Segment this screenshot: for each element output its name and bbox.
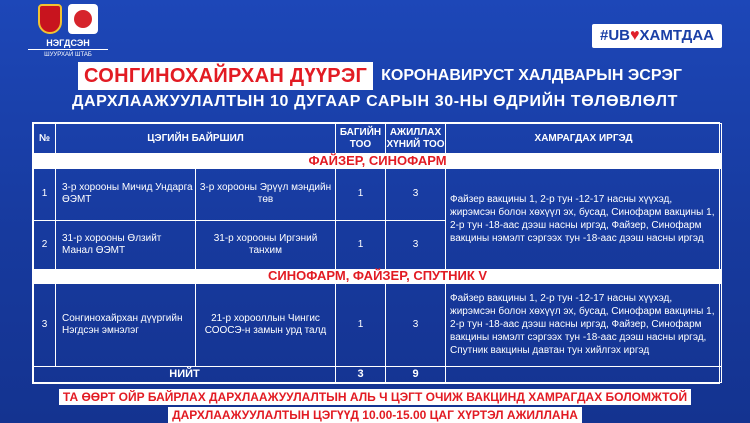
table-row (34, 283, 722, 366)
row-teams: 1 (336, 168, 386, 221)
table-row (34, 168, 722, 221)
row-no: 2 (34, 221, 56, 270)
row-location-2: 21-р хорооллын Чингис СООСЭ-н замын урд талд (196, 283, 336, 366)
district-title: СОНГИНОХАЙРХАН ДҮҮРЭГ (78, 62, 373, 90)
total-label: НИЙТ (34, 366, 336, 382)
row-location-1: 3-р хорооны Мичид Ундарга ӨЭМТ (56, 168, 196, 221)
row-location-2: 31-р хорооны Иргэний танхим (196, 221, 336, 270)
emblem-red-logo (68, 4, 98, 34)
footer-notice (0, 388, 750, 423)
section-title-2: СИНОФАРМ, ФАЙЗЕР, СПУТНИК V (34, 269, 722, 283)
org-name (28, 38, 108, 60)
total-groups-empty (446, 366, 722, 382)
row-workers: 3 (386, 221, 446, 270)
header-groups: ХАМРАГДАХ ИРГЭД (446, 124, 722, 154)
hashtag-badge (592, 24, 722, 48)
header-location: ЦЭГИЙН БАЙРШИЛ (56, 124, 336, 154)
row-location-1: Сонгинохайрхан дүүргийн Нэгдсэн эмнэлэг (56, 283, 196, 366)
header-no: № (34, 124, 56, 154)
emblem-shield-logo (38, 4, 62, 34)
header-teams: БАГИЙН ТОО (336, 124, 386, 154)
title-line-1: КОРОНАВИРУСТ ХАЛДВАРЫН ЭСРЭГ (381, 67, 682, 84)
table-header-row (34, 124, 722, 154)
total-teams: 3 (336, 366, 386, 382)
title-line-2: ДАРХЛААЖУУЛАЛТЫН 10 ДУГААР САРЫН 30-НЫ ӨДРИЙН ТӨЛӨВЛӨЛТ (72, 93, 678, 110)
section-row-2 (34, 269, 722, 283)
row-location-1: 31-р хорооны Өлзийт Манал ӨЭМТ (56, 221, 196, 270)
row-teams: 1 (336, 283, 386, 366)
total-row (34, 366, 722, 382)
footer-line-1: ТА ӨӨРТ ОЙР БАЙРЛАХ ДАРХЛААЖУУЛАЛТЫН АЛЬ Ч ЦЭГТ ОЧИЖ ВАКЦИНД ХАМРАГДАХ БОЛОМЖТОЙ (59, 389, 691, 405)
total-workers: 9 (386, 366, 446, 382)
row-teams: 1 (336, 221, 386, 270)
row-workers: 3 (386, 168, 446, 221)
org-name-sub: ШУУРХАЙ ШТАБ (28, 49, 108, 60)
header-workers: АЖИЛЛАХ ХҮНИЙ ТОО (386, 124, 446, 154)
row-no: 3 (34, 283, 56, 366)
row-workers: 3 (386, 283, 446, 366)
hashtag-prefix: #UB (600, 27, 631, 44)
logo-group (14, 4, 106, 64)
section-row-1 (34, 154, 722, 168)
row-groups: Файзер вакцины 1, 2-р тун -12-17 насны хүүхэд, жирэмсэн болон хөхүүл эх, бусад, Синофарм вакцины 1, 2-р тун -18-аас дээш насны иргэд, Файзер, Синофарм вакцины нэмэлт сэргээх тун -18-аас дээш насны иргэд (446, 168, 722, 269)
heart-icon: ♥ (630, 27, 640, 44)
org-name-main: НЭГДСЭН (46, 38, 90, 48)
row-no: 1 (34, 168, 56, 221)
row-location-2: 3-р хорооны Эрүүл мэндийн төв (196, 168, 336, 221)
hashtag-suffix: ХАМТДАА (639, 27, 714, 44)
footer-line-2: ДАРХЛААЖУУЛАЛТЫН ЦЭГҮҮД 10.00-15.00 ЦАГ ХҮРТЭЛ АЖИЛЛАНА (168, 407, 582, 423)
schedule-table (32, 122, 720, 384)
row-groups: Файзер вакцины 1, 2-р тун -12-17 насны хүүхэд, жирэмсэн болон хөхүүл эх, бусад, Синофарм вакцины 1, 2-р тун -18-аас дээш насны иргэд, Файзер, Синофарм вакцины нэмэлт сэргээх тун -18-аас дээш насны иргэд, Спутник вакцины давтан тун хийлгэх иргэд (446, 283, 722, 366)
title-row-1 (78, 62, 682, 90)
section-title-1: ФАЙЗЕР, СИНОФАРМ (34, 154, 722, 168)
